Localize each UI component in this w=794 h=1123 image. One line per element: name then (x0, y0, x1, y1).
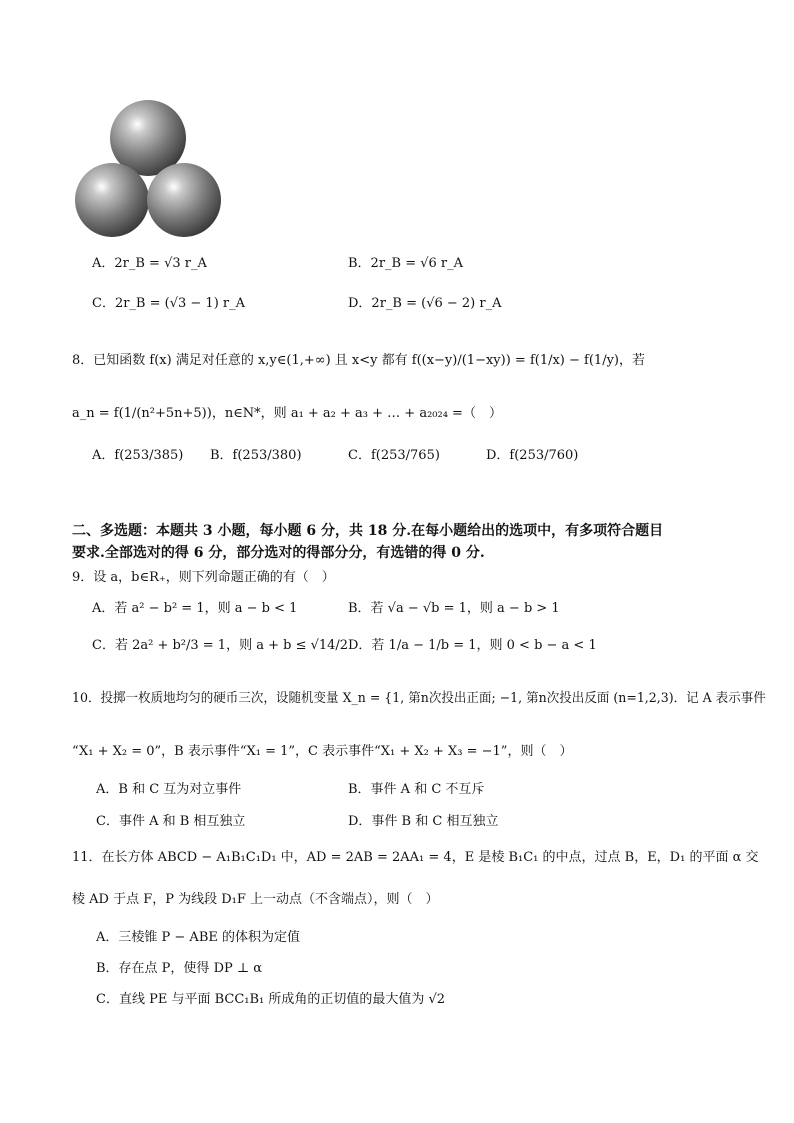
q10-option-a-text: A．B 和 C 互为对立事件 (96, 782, 242, 797)
q11-option-c-text: C．直线 PE 与平面 BCC₁B₁ 所成角的正切值的最大值为 √2 (96, 992, 446, 1007)
q11-stem-line2-text: 棱 AD 于点 F，P 为线段 D₁F 上一动点（不含端点），则（ ） (72, 892, 439, 907)
q9-option-c (92, 636, 348, 656)
q8-stem-line2 (72, 404, 502, 424)
section2-heading-line2-text: 要求.全部选对的得 6 分，部分选对的得部分分，有选错的得 0 分. (72, 545, 485, 561)
q10-option-c (96, 812, 245, 832)
q11-option-a-text: A．三棱锥 P − ABE 的体积为定值 (96, 930, 300, 945)
q7-option-b-text: B．2r_B = √6 r_A (348, 256, 464, 271)
sphere-bottom-left (75, 163, 149, 237)
q10-option-b-text: B．事件 A 和 C 不互斥 (348, 782, 485, 797)
q9-option-d-text: D．若 1/a − 1/b = 1，则 0 < b − a < 1 (348, 638, 597, 653)
q7-option-a (92, 254, 207, 274)
q8-option-b (210, 446, 302, 466)
q7-option-d (348, 294, 501, 314)
q8-option-c-text: C．f(253/765) (348, 448, 440, 463)
q10-option-a (96, 780, 241, 800)
q9-option-b-text: B．若 √a − √b = 1，则 a − b > 1 (348, 601, 560, 616)
q10-option-d-text: D．事件 B 和 C 相互独立 (348, 814, 499, 829)
q8-stem-line1 (72, 351, 645, 371)
q11-stem-line2 (72, 890, 439, 910)
q8-option-a-text: A．f(253/385) (92, 448, 184, 463)
q8-stem-line1-text: 8．已知函数 f(x) 满足对任意的 x,y∈(1,+∞) 且 x<y 都有 f((x−y)/(1−xy)) = f(1/x) − f(1/y)，若 (72, 353, 645, 368)
q8-stem-line2-text: a_n = f(1/(n²+5n+5))，n∈N*，则 a₁ + a₂ + a₃ + … + a₂₀₂₄ =（ ） (72, 406, 502, 421)
q7-option-a-text: A．2r_B = √3 r_A (92, 256, 207, 271)
q10-stem-line2 (72, 742, 572, 762)
q10-option-c-text: C．事件 A 和 B 相互独立 (96, 814, 246, 829)
q8-option-d (486, 446, 578, 466)
q7-option-c (92, 294, 245, 314)
q9-option-d (348, 636, 597, 656)
q9-stem (72, 568, 335, 588)
section2-heading-line2 (72, 542, 485, 562)
q9-option-c-text: C．若 2a² + b²/3 = 1，则 a + b ≤ √14/2 (92, 638, 349, 653)
q10-stem-line1 (72, 689, 766, 709)
q10-option-d (348, 812, 498, 832)
q7-option-d-text: D．2r_B = (√6 − 2) r_A (348, 296, 502, 311)
q7-option-c-text: C．2r_B = (√3 − 1) r_A (92, 296, 246, 311)
q8-option-a (92, 446, 183, 466)
q10-option-b (348, 780, 484, 800)
q8-option-c (348, 446, 440, 466)
q9-option-a-text: A．若 a² − b² = 1，则 a − b < 1 (92, 601, 298, 616)
q11-option-c (96, 990, 445, 1010)
sphere-bottom-right (147, 163, 221, 237)
q11-option-b (96, 959, 262, 979)
section2-heading-line1 (72, 520, 663, 540)
q11-option-b-text: B．存在点 P，使得 DP ⊥ α (96, 961, 263, 976)
q8-option-d-text: D．f(253/760) (486, 448, 579, 463)
q9-option-b (348, 599, 560, 619)
q9-stem-text: 9．设 a，b∈R₊，则下列命题正确的有（ ） (72, 570, 335, 585)
spheres-figure (70, 96, 225, 238)
q10-stem-line1-text: 10．投掷一枚质地均匀的硬币三次，设随机变量 X_n = {1, 第n次投出正面; −1, 第n次投出反面 (n=1,2,3)．记 A 表示事件 (72, 691, 766, 706)
q7-option-b (348, 254, 463, 274)
q11-option-a (96, 928, 300, 948)
section2-heading-line1-text: 二、多选题：本题共 3 小题，每小题 6 分，共 18 分.在每小题给出的选项中，有多项符合题目 (72, 523, 664, 539)
q9-option-a (92, 599, 297, 619)
q11-stem-line1 (72, 848, 759, 868)
q11-stem-line1-text: 11．在长方体 ABCD − A₁B₁C₁D₁ 中，AD = 2AB = 2AA₁ = 4，E 是棱 B₁C₁ 的中点，过点 B，E，D₁ 的平面 α 交 (72, 850, 759, 865)
q8-option-b-text: B．f(253/380) (210, 448, 302, 463)
q10-stem-line2-text: “X₁ + X₂ = 0”，B 表示事件“X₁ = 1”，C 表示事件“X₁ + X₂ + X₃ = −1”，则（ ） (72, 744, 573, 759)
